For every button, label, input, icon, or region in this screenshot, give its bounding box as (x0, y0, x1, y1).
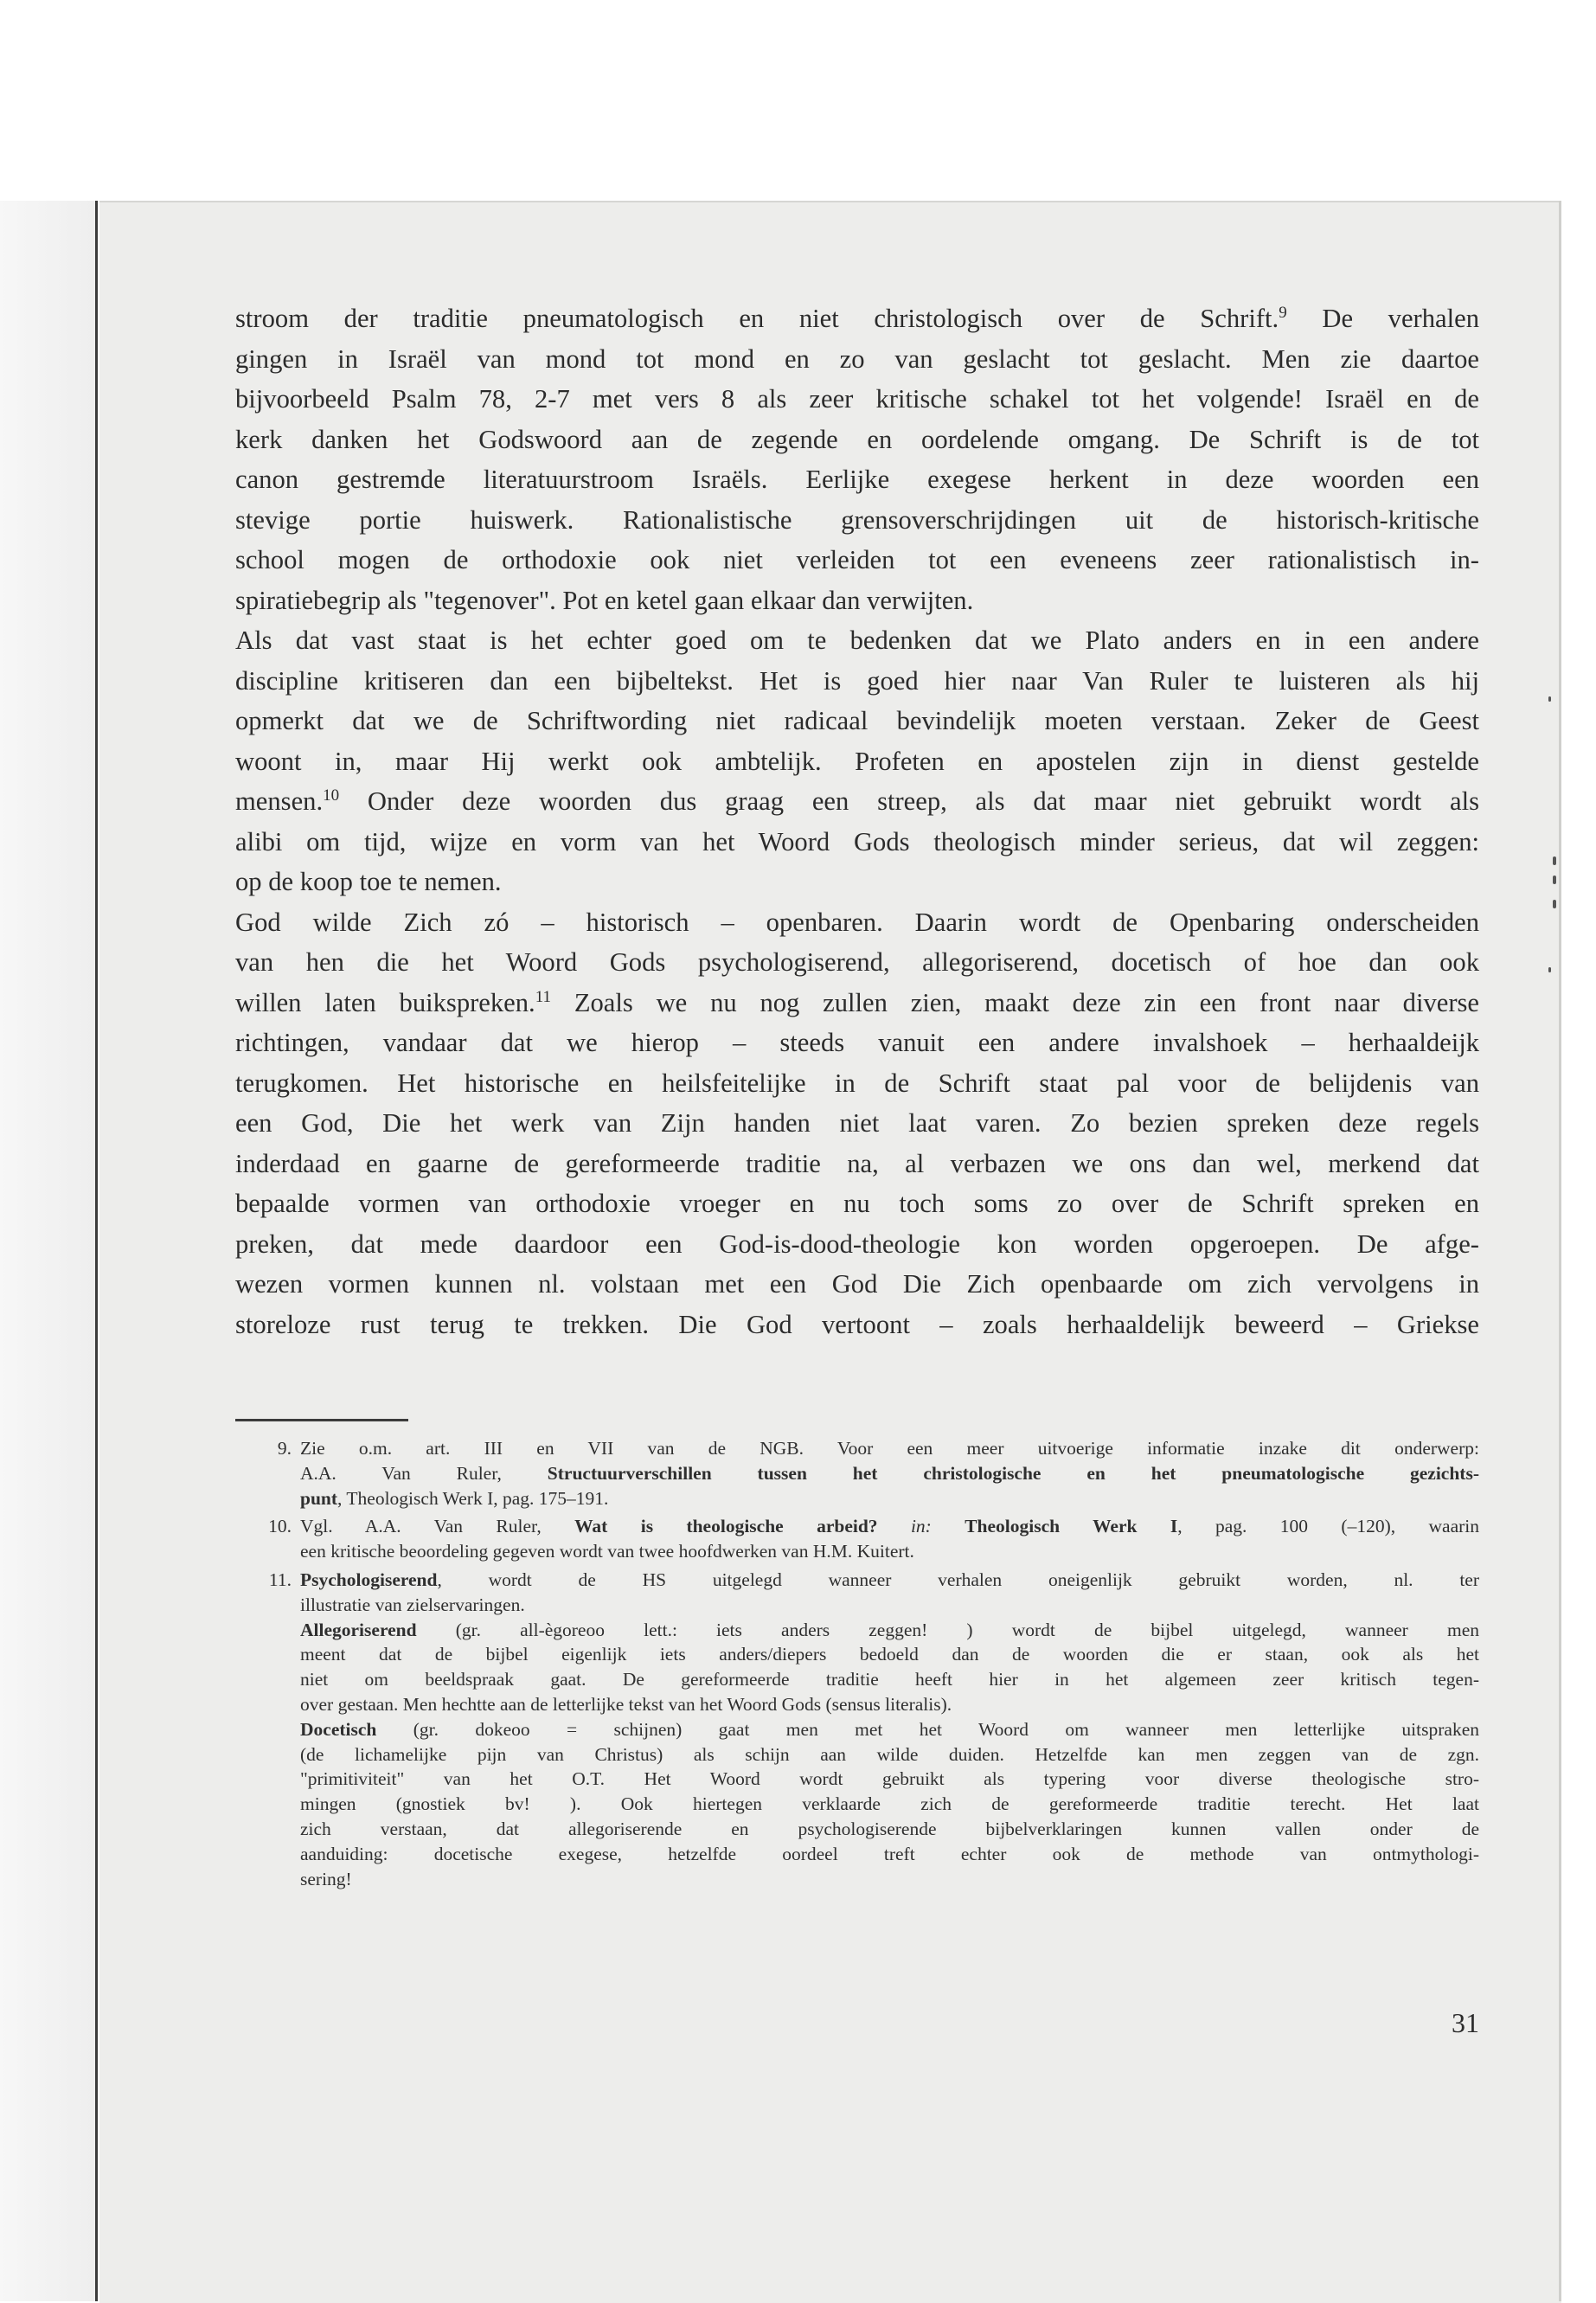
text-line (235, 822, 1479, 863)
text-segment: spiratiebegrip als "tegenover". Pot en ketel gaan elkaar dan verwijten. (235, 585, 974, 615)
text-segment: inderdaad en gaarne de gereformeerde traditie na, al verbazen we ons dan wel, merkend dat (235, 1148, 1479, 1178)
text-line (235, 983, 1479, 1023)
text-segment: gingen in Israël van mond tot mond en zo van geslacht tot geslacht. Men zie daartoe (235, 343, 1479, 374)
footnote-line (300, 1486, 1479, 1511)
text-segment: mensen. (235, 786, 324, 816)
text-segment: bijvoorbeeld Psalm 78, 2-7 met vers 8 als zeer kritische schakel tot het volgende! Israël en de (235, 384, 1479, 414)
footnote-number: 9. (277, 1438, 292, 1459)
footnote-segment: , wordt de HS uitgelegd wanneer verhalen oneigenlijk gebruikt worden, nl. ter (437, 1568, 1479, 1590)
footnote-segment: (gr. all-ègoreoo lett.: iets anders zeggen! ) wordt de bijbel uitgelegd, wanneer men (416, 1619, 1479, 1640)
text-line (235, 298, 1479, 339)
footnote-line (300, 1539, 1479, 1564)
footnote-segment: over gestaan. Men hechtte aan de letterlijke tekst van het Woord Gods (sensus literalis). (300, 1693, 952, 1715)
text-segment: alibi om tijd, wijze en vorm van het Woord Gods theologisch minder serieus, dat wil zeggen: (235, 826, 1479, 856)
footnote-number: 11. (268, 1568, 292, 1590)
text-line (235, 942, 1479, 983)
footnote-line (300, 1568, 1479, 1593)
footnote-line (300, 1514, 1479, 1539)
footnote-segment: Psychologiserend (300, 1568, 438, 1590)
text-segment: opmerkt dat we de Schriftwording niet radicaal bevindelijk moeten verstaan. Zeker de Geest (235, 706, 1479, 735)
text-line (235, 500, 1479, 541)
text-line (235, 379, 1479, 420)
text-segment: een God, Die het werk van Zijn handen niet laat varen. Zo bezien spreken deze regels (235, 1108, 1479, 1138)
footnote-segment: meent dat de bijbel eigenlijk iets anders/diepers bedoeld dan de woorden die er staan, ook als het (300, 1644, 1479, 1665)
text-segment: God wilde Zich zó – historisch – openbaren. Daarin wordt de Openbaring onderscheiden (235, 907, 1479, 937)
text-segment: richtingen, vandaar dat we hierop – steeds vanuit een andere invalshoek – herhaaldeijk (235, 1028, 1479, 1057)
footnote-segment: zich verstaan, dat allegoriserende en psychologiserende bijbelverklaringen kunnen vallen onder de (300, 1818, 1479, 1839)
text-line (235, 581, 1479, 621)
footnote-line (300, 1742, 1479, 1767)
text-line (235, 620, 1479, 661)
text-segment: storeloze rust terug te trekken. Die God vertoont – zoals herhaaldelijk beweerd – Griekse (235, 1309, 1479, 1339)
text-line (235, 459, 1479, 500)
footnotes (235, 1436, 1479, 1895)
text-line (235, 1144, 1479, 1184)
text-line (235, 339, 1479, 380)
footnote-line (300, 1867, 1479, 1892)
footnote-segment: aanduiding: docetische exegese, hetzelfde oordeel treft echter ook de methode van ontmythologi- (300, 1843, 1479, 1864)
footnote-segment: mingen (gnostiek bv! ). Ook hiertegen verklaarde zich de gereformeerde traditie terecht. Het laat (300, 1793, 1479, 1815)
footnote-line (300, 1618, 1479, 1643)
footnote-segment: Wat is theologische arbeid? (574, 1516, 878, 1537)
text-segment: van hen die het Woord Gods psychologiserend, allegoriserend, docetisch of hoe dan ook (235, 947, 1479, 977)
scan-mark (1548, 967, 1551, 972)
footnote (235, 1568, 1479, 1891)
text-segment: preken, dat mede daardoor een God-is-dood-theologie kon worden opgeroepen. De afge- (235, 1228, 1479, 1259)
footnote-line (300, 1692, 1479, 1717)
text-segment: De verhalen (1286, 304, 1479, 333)
footnote-segment: A.A. Van Ruler, (300, 1462, 548, 1484)
footnote-line (300, 1461, 1479, 1486)
text-segment: willen laten buikspreken. (235, 987, 535, 1017)
text-segment: wezen vormen kunnen nl. volstaan met een God Die Zich openbaarde om zich vervolgens in (235, 1269, 1479, 1299)
text-segment: Zoals we nu nog zullen zien, maakt deze zin een front naar diverse (551, 987, 1479, 1017)
text-segment: bepaalde vormen van orthodoxie vroeger en nu toch soms zo over de Schrift spreken en (235, 1189, 1479, 1218)
text-line (235, 902, 1479, 943)
footnote-segment: (de lichamelijke pijn van Christus) als schijn aan wilde duiden. Hetzelfde kan men zeggen van de zgn. (300, 1743, 1479, 1765)
text-line (235, 540, 1479, 581)
footnote-segment: Structuurverschillen tussen het christologische en het pneumatologische gezichts- (547, 1462, 1479, 1484)
footnote-line (300, 1792, 1479, 1817)
text-segment: Als dat vast staat is het echter goed om te bedenken dat we Plato anders en in een andere (235, 625, 1479, 655)
footnote-segment: een kritische beoordeling gegeven wordt van twee hoofdwerken van H.M. Kuitert. (300, 1541, 914, 1562)
main-text (235, 298, 1479, 1344)
footnote-reference[interactable]: 9 (1279, 303, 1287, 322)
text-segment: woont in, maar Hij werkt ook ambtelijk. Profeten en apostelen zijn in dienst gestelde (235, 746, 1479, 776)
footnote-line (300, 1767, 1479, 1792)
footnote-segment: , Theologisch Werk I, pag. 175–191. (337, 1487, 609, 1509)
text-line (235, 1264, 1479, 1305)
text-line (235, 420, 1479, 460)
text-segment: op de koop toe te nemen. (235, 867, 502, 896)
text-segment: kerk danken het Godswoord aan de zegende en oordelende omgang. De Schrift is de tot (235, 424, 1479, 454)
footnote-segment: (gr. dokeoo = schijnen) gaat men met het Woord om wanneer men letterlijke uitspraken (376, 1718, 1479, 1740)
footnote-line (300, 1642, 1479, 1667)
footnote-segment: Theologisch Werk I (965, 1516, 1178, 1537)
text-line (235, 781, 1479, 822)
scan-mark (1553, 876, 1556, 884)
footnote (235, 1436, 1479, 1511)
binding-shadow (0, 201, 95, 2301)
text-segment: stevige portie huiswerk. Rationalistische grensoverschrijdingen uit de historisch-kritische (235, 504, 1479, 535)
text-segment: Onder deze woorden dus graag een streep, als dat maar niet gebruikt wordt als (339, 786, 1479, 816)
footnote-line (300, 1593, 1479, 1618)
text-line (235, 1184, 1479, 1224)
footnote-segment: Zie o.m. art. III en VII van de NGB. Voor een meer uitvoerige informatie inzake dit onderwerp: (300, 1438, 1479, 1459)
footnote-segment: Docetisch (300, 1718, 377, 1740)
text-line (235, 661, 1479, 702)
footnote-segment: Vgl. A.A. Van Ruler, (300, 1516, 575, 1537)
footnote-segment: Allegoriserend (300, 1619, 417, 1640)
scan-mark (1553, 900, 1556, 908)
text-segment: canon gestremde literatuurstroom Israëls. Eerlijke exegese herkent in deze woorden een (235, 465, 1479, 494)
footnote-segment: punt (300, 1487, 338, 1509)
text-line (235, 1103, 1479, 1144)
footnote-segment: illustratie van zielservaringen. (300, 1594, 525, 1615)
text-line (235, 741, 1479, 782)
footnote-line (300, 1667, 1479, 1692)
footnote-segment: niet om beeldspraak gaat. De gereformeerde traditie heeft hier in het algemeen zeer kritisch tegen- (300, 1669, 1479, 1690)
page-number: 31 (1452, 2007, 1479, 2038)
footnote-segment: , pag. 100 (–120), waarin (1177, 1516, 1479, 1537)
text-segment: terugkomen. Het historische en heilsfeitelijke in de Schrift staat pal voor de belijdenis van (235, 1068, 1479, 1098)
text-line (235, 1305, 1479, 1345)
scan-mark (1553, 856, 1556, 865)
footnote-line (300, 1436, 1479, 1461)
text-line (235, 862, 1479, 902)
page-right-edge (1559, 201, 1561, 2301)
footnote-reference[interactable]: 10 (323, 786, 340, 805)
footnote-line (300, 1817, 1479, 1842)
footnote-line (300, 1717, 1479, 1742)
text-segment: stroom der traditie pneumatologisch en niet christologisch over de Schrift. (235, 304, 1279, 333)
footnote-reference[interactable]: 11 (535, 987, 552, 1006)
text-segment: discipline kritiseren dan een bijbeltekst. Het is goed hier naar Van Ruler te luisteren als hij (235, 665, 1479, 696)
footnote-segment: "primitiviteit" van het O.T. Het Woord wordt gebruikt als typering voor diverse theologische stro- (300, 1768, 1479, 1790)
footnote-segment: sering! (300, 1868, 352, 1889)
footnote (235, 1514, 1479, 1564)
text-line (235, 701, 1479, 741)
binding-edge (95, 201, 98, 2301)
scan-mark (1548, 696, 1551, 702)
text-line (235, 1063, 1479, 1104)
text-segment: school mogen de orthodoxie ook niet verleiden tot een eveneens zeer rationalistisch in- (235, 545, 1479, 574)
text-line (235, 1224, 1479, 1265)
footnote-segment: in: (877, 1516, 965, 1537)
footnote-line (300, 1842, 1479, 1867)
text-line (235, 1023, 1479, 1063)
footnote-separator (235, 1419, 408, 1421)
footnote-number: 10. (268, 1516, 292, 1537)
